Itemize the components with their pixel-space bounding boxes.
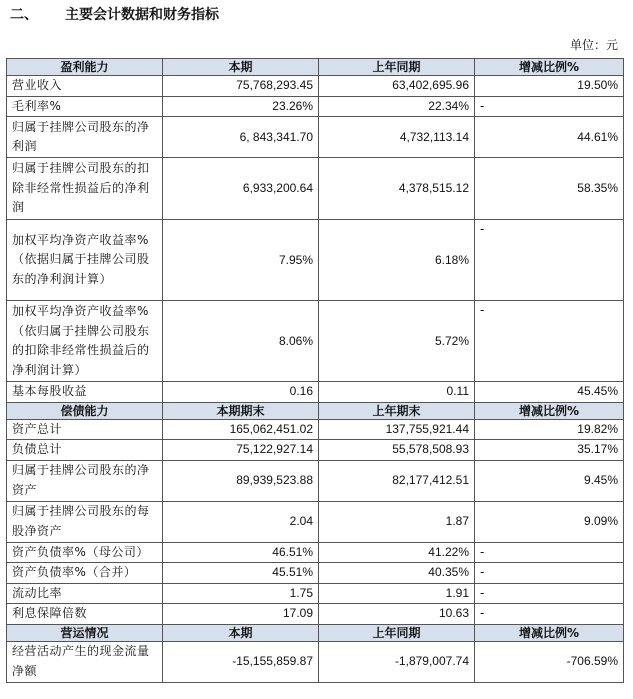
current-value: 6,933,200.64 (163, 158, 319, 220)
current-value: 75,122,927.14 (163, 440, 319, 461)
current-value: 6, 843,341.70 (163, 117, 319, 158)
header-cell: 增减比例% (475, 59, 624, 76)
change-value: -706.59% (475, 641, 624, 682)
change-value: 58.35% (475, 158, 624, 220)
previous-value: 1.87 (319, 501, 475, 542)
previous-value: 137,755,921.44 (319, 419, 475, 440)
table-header-row (7, 59, 624, 76)
change-value: - (475, 604, 624, 625)
table-row (7, 460, 624, 501)
row-label: 资产负债率%（合并） (7, 563, 163, 584)
current-value: 89,939,523.88 (163, 460, 319, 501)
table-row (7, 542, 624, 563)
table-row (7, 641, 624, 682)
header-cell: 上年同期 (319, 624, 475, 641)
header-cell: 上年同期 (319, 59, 475, 76)
section-number: 二、 (10, 7, 38, 23)
current-value: 165,062,451.02 (163, 419, 319, 440)
header-cell: 上年期末 (319, 402, 475, 419)
table-row (7, 158, 624, 220)
table-row (7, 583, 624, 604)
previous-value: 22.34% (319, 96, 475, 117)
row-label: 利息保障倍数 (7, 604, 163, 625)
previous-value: 40.35% (319, 563, 475, 584)
previous-value: 1.91 (319, 583, 475, 604)
section-heading (10, 4, 219, 24)
current-value: 2.04 (163, 501, 319, 542)
previous-value: 5.72% (319, 301, 475, 382)
row-label: 负债总计 (7, 440, 163, 461)
previous-value: 6.18% (319, 220, 475, 301)
change-value: 9.45% (475, 460, 624, 501)
change-value: - (475, 563, 624, 584)
current-value: 17.09 (163, 604, 319, 625)
row-label: 流动比率 (7, 583, 163, 604)
current-value: 7.95% (163, 220, 319, 301)
section-title: 主要会计数据和财务指标 (65, 7, 219, 23)
table-row (7, 440, 624, 461)
table-row (7, 96, 624, 117)
change-value: - (475, 542, 624, 563)
change-value: 44.61% (475, 117, 624, 158)
change-value: - (475, 220, 624, 301)
row-label: 加权平均净资产收益率%（依据归属于挂牌公司股东的净利润计算） (7, 220, 163, 301)
change-value: - (475, 301, 624, 382)
table-row (7, 604, 624, 625)
previous-value: 4,378,515.12 (319, 158, 475, 220)
table-header-row (7, 624, 624, 641)
row-label: 毛利率% (7, 96, 163, 117)
header-cell: 增减比例% (475, 402, 624, 419)
current-value: 8.06% (163, 301, 319, 382)
change-value: 9.09% (475, 501, 624, 542)
financial-indicators-table (6, 58, 624, 683)
row-label: 资产总计 (7, 419, 163, 440)
table-row (7, 419, 624, 440)
table-header-row (7, 402, 624, 419)
change-value: 19.50% (475, 76, 624, 97)
change-value: - (475, 96, 624, 117)
header-cell: 本期 (163, 59, 319, 76)
previous-value: 82,177,412.51 (319, 460, 475, 501)
current-value: 1.75 (163, 583, 319, 604)
header-cell: 偿债能力 (7, 402, 163, 419)
table-row (7, 501, 624, 542)
previous-value: -1,879,007.74 (319, 641, 475, 682)
change-value: 35.17% (475, 440, 624, 461)
table-row (7, 220, 624, 301)
row-label: 归属于挂牌公司股东的扣除非经常性损益后的净利润 (7, 158, 163, 220)
table-row (7, 563, 624, 584)
row-label: 基本每股收益 (7, 382, 163, 403)
header-cell: 营运情况 (7, 624, 163, 641)
change-value: - (475, 583, 624, 604)
header-cell: 本期期末 (163, 402, 319, 419)
row-label: 归属于挂牌公司股东的净资产 (7, 460, 163, 501)
row-label: 加权平均净资产收益率%（依归属于挂牌公司股东的扣除非经常性损益后的净利润计算） (7, 301, 163, 382)
previous-value: 41.22% (319, 542, 475, 563)
header-cell: 本期 (163, 624, 319, 641)
current-value: 23.26% (163, 96, 319, 117)
current-value: 75,768,293.45 (163, 76, 319, 97)
current-value: 45.51% (163, 563, 319, 584)
unit-label: 单位：元 (569, 38, 618, 52)
previous-value: 4,732,113.14 (319, 117, 475, 158)
previous-value: 55,578,508.93 (319, 440, 475, 461)
table-row (7, 117, 624, 158)
current-value: -15,155,859.87 (163, 641, 319, 682)
change-value: 19.82% (475, 419, 624, 440)
current-value: 0.16 (163, 382, 319, 403)
table-row (7, 382, 624, 403)
header-cell: 盈利能力 (7, 59, 163, 76)
previous-value: 63,402,695.96 (319, 76, 475, 97)
change-value: 45.45% (475, 382, 624, 403)
previous-value: 0.11 (319, 382, 475, 403)
row-label: 归属于挂牌公司股东的净利润 (7, 117, 163, 158)
row-label: 营业收入 (7, 76, 163, 97)
table-row (7, 76, 624, 97)
table-row (7, 301, 624, 382)
current-value: 46.51% (163, 542, 319, 563)
row-label: 归属于挂牌公司股东的每股净资产 (7, 501, 163, 542)
header-cell: 增减比例% (475, 624, 624, 641)
row-label: 经营活动产生的现金流量净额 (7, 641, 163, 682)
previous-value: 10.63 (319, 604, 475, 625)
row-label: 资产负债率%（母公司） (7, 542, 163, 563)
